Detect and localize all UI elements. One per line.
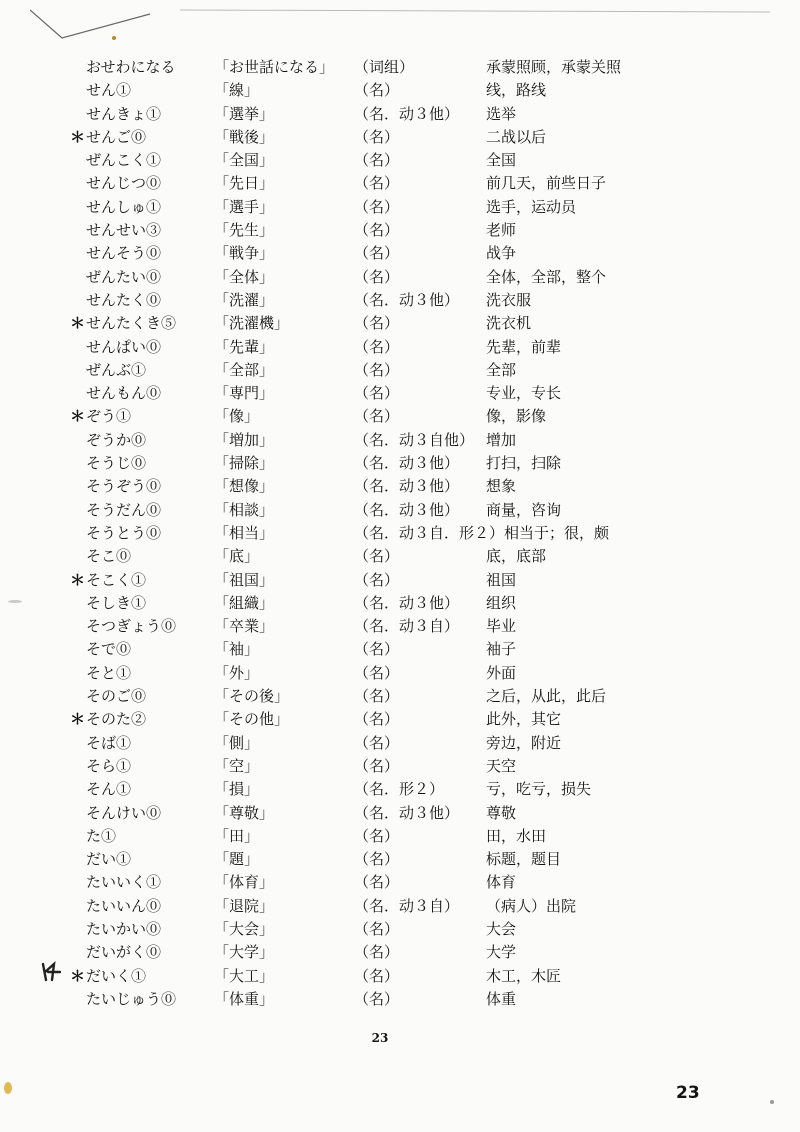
entry-meaning: 袖子 [486, 640, 517, 659]
entry-part-of-speech: （名） [354, 384, 400, 403]
entry-meaning: 全国 [486, 151, 517, 170]
entry-part-of-speech: （名） [354, 547, 400, 566]
vocab-entry [0, 405, 800, 428]
entry-reading: そうとう⓪ [86, 523, 162, 542]
entry-kanji: 「田」 [214, 826, 260, 845]
entry-meaning: 之后，从此，此后 [486, 687, 607, 706]
entry-kanji: 「お世話になる」 [214, 58, 335, 76]
vocab-entry [0, 685, 800, 708]
entry-kanji: 「先輩」 [214, 337, 275, 356]
entry-reading: せんたくき⑤ [86, 314, 177, 333]
entry-reading: そこく① [86, 570, 147, 589]
entry-kanji: 「祖国」 [214, 570, 275, 589]
vocab-entry [0, 382, 800, 405]
entry-part-of-speech: （名．动３他） [354, 593, 460, 612]
vocab-entry [0, 499, 800, 522]
entry-part-of-speech: （名） [354, 873, 400, 892]
entry-reading: そで⓪ [86, 640, 132, 659]
entry-kanji: 「卒業」 [214, 617, 275, 636]
entry-part-of-speech: （名） [354, 756, 400, 775]
vocab-entry [0, 219, 800, 242]
entry-kanji: 「底」 [214, 547, 260, 566]
entry-meaning: 增加 [486, 430, 517, 449]
entry-part-of-speech: （名） [354, 663, 400, 682]
entry-reading: そうぞう⓪ [86, 477, 162, 496]
vocab-entry [0, 895, 800, 918]
entry-reading: だいく① [86, 966, 147, 985]
entry-part-of-speech: （名） [354, 174, 400, 193]
entry-kanji: 「相当」 [214, 523, 275, 542]
entry-reading: そのた② [86, 710, 147, 729]
vocab-entry [0, 871, 800, 894]
vocab-entry [0, 79, 800, 102]
entry-kanji: 「全体」 [214, 267, 275, 286]
entry-meaning: 专业，专长 [486, 384, 562, 403]
entry-meaning: 体重 [486, 989, 517, 1008]
entry-meaning: 像，影像 [486, 407, 547, 426]
entry-meaning: 全体，全部，整个 [486, 267, 607, 286]
entry-meaning: 田，水田 [486, 826, 547, 845]
entry-mark: ＊ [70, 127, 86, 146]
vocab-entry [0, 918, 800, 941]
entry-reading: ぜんたい⓪ [86, 267, 162, 286]
entry-part-of-speech: （名．动３自） [354, 617, 460, 636]
vocab-entry [0, 56, 800, 79]
vocab-entry [0, 336, 800, 359]
entry-part-of-speech: （词组） [354, 58, 415, 76]
entry-kanji: 「体重」 [214, 989, 275, 1008]
entry-kanji: 「尊敬」 [214, 803, 275, 822]
entry-kanji: 「先日」 [214, 174, 275, 193]
entry-reading: た① [86, 826, 117, 845]
entry-reading: せんもん⓪ [86, 384, 162, 403]
entry-meaning: 标题，题目 [486, 850, 562, 869]
entry-meaning: 线，路线 [486, 81, 547, 100]
vocab-entry [0, 266, 800, 289]
entry-meaning: 底，底部 [486, 547, 547, 566]
entry-reading: そん① [86, 780, 132, 799]
entry-meaning: 承蒙照顾，承蒙关照 [486, 58, 622, 76]
entry-meaning: 想象 [486, 477, 517, 496]
entry-meaning: 尊敬 [486, 803, 517, 822]
entry-kanji: 「題」 [214, 850, 260, 869]
vocab-entry [0, 802, 800, 825]
entry-part-of-speech: （名） [354, 919, 400, 938]
vocab-entry [0, 289, 800, 312]
entry-part-of-speech: （名） [354, 127, 400, 146]
entry-mark: ＊ [70, 570, 86, 589]
entry-kanji: 「洗濯」 [214, 290, 275, 309]
vocab-entry [0, 429, 800, 452]
vocab-entry [0, 149, 800, 172]
vocab-entry [0, 638, 800, 661]
vocab-entry [0, 312, 800, 335]
entry-meaning: 洗衣服 [486, 290, 532, 309]
entry-part-of-speech: （名） [354, 337, 400, 356]
vocab-entry [0, 732, 800, 755]
entry-part-of-speech: （名） [354, 966, 400, 985]
vocab-entry [0, 452, 800, 475]
entry-part-of-speech: （名） [354, 943, 400, 962]
vocab-entry [0, 196, 800, 219]
vocab-entry [0, 242, 800, 265]
vocab-entry [0, 825, 800, 848]
entry-kanji: 「その他」 [214, 710, 290, 729]
vocab-entry [0, 569, 800, 592]
entry-kanji: 「先生」 [214, 221, 275, 240]
entry-reading: せんじつ⓪ [86, 174, 162, 193]
entry-kanji: 「外」 [214, 663, 260, 682]
entry-reading: ぜんこく① [86, 151, 162, 170]
entry-meaning: 亏，吃亏，损失 [486, 780, 592, 799]
entry-part-of-speech: （名） [354, 826, 400, 845]
entry-part-of-speech: （名．动３他） [354, 104, 460, 123]
vocab-entry [0, 848, 800, 871]
entry-kanji: 「大工」 [214, 966, 275, 985]
vocab-entry [0, 172, 800, 195]
entry-part-of-speech: （名） [354, 710, 400, 729]
entry-reading: そのご⓪ [86, 687, 147, 706]
entry-part-of-speech: （名．动３他） [354, 454, 460, 473]
scan-speck [4, 1082, 12, 1094]
entry-meaning: 组织 [486, 593, 517, 612]
entry-reading: たいじゅう⓪ [86, 989, 177, 1008]
vocabulary-list [0, 56, 800, 1011]
vocab-entry [0, 103, 800, 126]
entry-mark: ＊ [70, 314, 86, 333]
entry-meaning: （病人）出院 [486, 896, 577, 915]
entry-kanji: 「想像」 [214, 477, 275, 496]
entry-mark: ＊ [70, 407, 86, 426]
entry-kanji: 「相談」 [214, 500, 275, 519]
entry-part-of-speech: （名） [354, 81, 400, 100]
entry-reading: ぞうか⓪ [86, 430, 147, 449]
entry-part-of-speech: （名） [354, 687, 400, 706]
entry-part-of-speech: （名．动３他） [354, 803, 460, 822]
entry-part-of-speech: （名．动３自） [354, 896, 460, 915]
vocab-entry [0, 662, 800, 685]
entry-reading: そと① [86, 663, 132, 682]
entry-reading: だいがく⓪ [86, 943, 162, 962]
entry-meaning: 先辈，前辈 [486, 337, 562, 356]
entry-kanji: 「大学」 [214, 943, 275, 962]
entry-meaning: 战争 [486, 244, 517, 263]
entry-meaning: 旁边，附近 [486, 733, 562, 752]
entry-kanji: 「増加」 [214, 430, 275, 449]
entry-reading: おせわになる [86, 58, 176, 76]
entry-reading: そら① [86, 756, 132, 775]
entry-kanji: 「全国」 [214, 151, 275, 170]
scan-speck [770, 1100, 774, 1104]
entry-kanji: 「全部」 [214, 360, 275, 379]
entry-part-of-speech: （名） [354, 197, 400, 216]
vocab-entry [0, 755, 800, 778]
entry-mark: ＊ [70, 710, 86, 729]
entry-part-of-speech: （名） [354, 850, 400, 869]
entry-kanji: 「側」 [214, 733, 260, 752]
entry-part-of-speech: （名） [354, 640, 400, 659]
corner-page-number: 23 [676, 1083, 700, 1103]
entry-meaning: 此外，其它 [486, 710, 562, 729]
vocab-entry [0, 965, 800, 988]
vocab-entry [0, 545, 800, 568]
vocab-entry [0, 778, 800, 801]
entry-kanji: 「選挙」 [214, 104, 275, 123]
entry-kanji: 「その後」 [214, 687, 290, 706]
entry-kanji: 「選手」 [214, 197, 275, 216]
entry-part-of-speech: （名） [354, 244, 400, 263]
entry-part-of-speech: （名） [354, 221, 400, 240]
entry-reading: そしき① [86, 593, 147, 612]
entry-reading: せんぱい⓪ [86, 337, 162, 356]
vocab-entry [0, 988, 800, 1011]
page-number: 23 [371, 1031, 389, 1045]
entry-part-of-speech: （名．动３他） [354, 500, 460, 519]
vocab-entry [0, 126, 800, 149]
entry-part-of-speech: （名） [354, 733, 400, 752]
entry-meaning: 大会 [486, 919, 517, 938]
entry-reading: せんたく⓪ [86, 290, 162, 309]
entry-part-of-speech: （名） [354, 151, 400, 170]
entry-part-of-speech: （名） [354, 360, 400, 379]
entry-meaning: 打扫，扫除 [486, 454, 562, 473]
entry-meaning: 祖国 [486, 570, 517, 589]
entry-reading: せんせい③ [86, 221, 162, 240]
entry-reading: せん① [86, 81, 132, 100]
entry-kanji: 「体育」 [214, 873, 275, 892]
vocab-entry [0, 615, 800, 638]
entry-reading: そうだん⓪ [86, 500, 162, 519]
entry-part-of-speech: （名） [354, 314, 400, 333]
entry-part-of-speech: （名） [354, 267, 400, 286]
entry-part-of-speech: （名．动３他） [354, 290, 460, 309]
handwritten-mark [40, 960, 66, 982]
entry-reading: ぜんぶ① [86, 360, 147, 379]
entry-meaning: 大学 [486, 943, 517, 962]
vocab-entry [0, 941, 800, 964]
entry-part-of-speech: （名．动３自他） [354, 430, 475, 449]
entry-kanji: 「退院」 [214, 896, 275, 915]
entry-meaning: 商量，咨询 [486, 500, 562, 519]
entry-reading: たいいく① [86, 873, 162, 892]
entry-kanji: 「損」 [214, 780, 260, 799]
entry-meaning: 选手，运动员 [486, 197, 577, 216]
entry-kanji: 「戦後」 [214, 127, 275, 146]
entry-reading: せんご⓪ [86, 127, 147, 146]
entry-meaning: 毕业 [486, 617, 517, 636]
vocab-entry [0, 708, 800, 731]
entry-kanji: 「戦争」 [214, 244, 275, 263]
entry-kanji: 「袖」 [214, 640, 260, 659]
entry-reading: そんけい⓪ [86, 803, 162, 822]
entry-part-of-speech: （名） [354, 570, 400, 589]
entry-part-of-speech: （名） [354, 407, 400, 426]
entry-reading: そば① [86, 733, 132, 752]
entry-kanji: 「掃除」 [214, 454, 275, 473]
entry-meaning: 洗衣机 [486, 314, 532, 333]
entry-meaning: 木工，木匠 [486, 966, 562, 985]
entry-reading: だい① [86, 850, 132, 869]
entry-reading: せんしゅ① [86, 197, 162, 216]
entry-kanji: 「専門」 [214, 384, 275, 403]
entry-kanji: 「洗濯機」 [214, 314, 290, 333]
entry-kanji: 「線」 [214, 81, 260, 100]
entry-part-of-speech: （名．动３自．形２）相当于；很，颇 [354, 523, 610, 542]
entry-part-of-speech: （名） [354, 989, 400, 1008]
entry-reading: そつぎょう⓪ [86, 617, 177, 636]
entry-kanji: 「組織」 [214, 593, 275, 612]
entry-meaning: 前几天，前些日子 [486, 174, 607, 193]
vocab-entry [0, 359, 800, 382]
entry-reading: たいいん⓪ [86, 896, 162, 915]
entry-reading: せんきょ① [86, 104, 162, 123]
entry-part-of-speech: （名．形２） [354, 780, 445, 799]
scan-fold-artifact [30, 8, 770, 48]
entry-reading: ぞう① [86, 407, 132, 426]
entry-reading: そこ⓪ [86, 547, 132, 566]
entry-reading: そうじ⓪ [86, 454, 147, 473]
vocab-entry [0, 592, 800, 615]
entry-meaning: 天空 [486, 756, 517, 775]
entry-kanji: 「像」 [214, 407, 260, 426]
entry-meaning: 全部 [486, 360, 517, 379]
entry-part-of-speech: （名．动３他） [354, 477, 460, 496]
scan-speck [8, 600, 22, 603]
entry-reading: たいかい⓪ [86, 919, 162, 938]
vocab-entry [0, 475, 800, 498]
entry-meaning: 外面 [486, 663, 517, 682]
entry-meaning: 选举 [486, 104, 517, 123]
entry-kanji: 「空」 [214, 756, 260, 775]
vocab-entry [0, 522, 800, 545]
entry-meaning: 老师 [486, 221, 517, 240]
entry-meaning: 体育 [486, 873, 517, 892]
entry-kanji: 「大会」 [214, 919, 275, 938]
entry-mark: ＊ [70, 966, 86, 985]
entry-reading: せんそう⓪ [86, 244, 162, 263]
entry-meaning: 二战以后 [486, 127, 547, 146]
